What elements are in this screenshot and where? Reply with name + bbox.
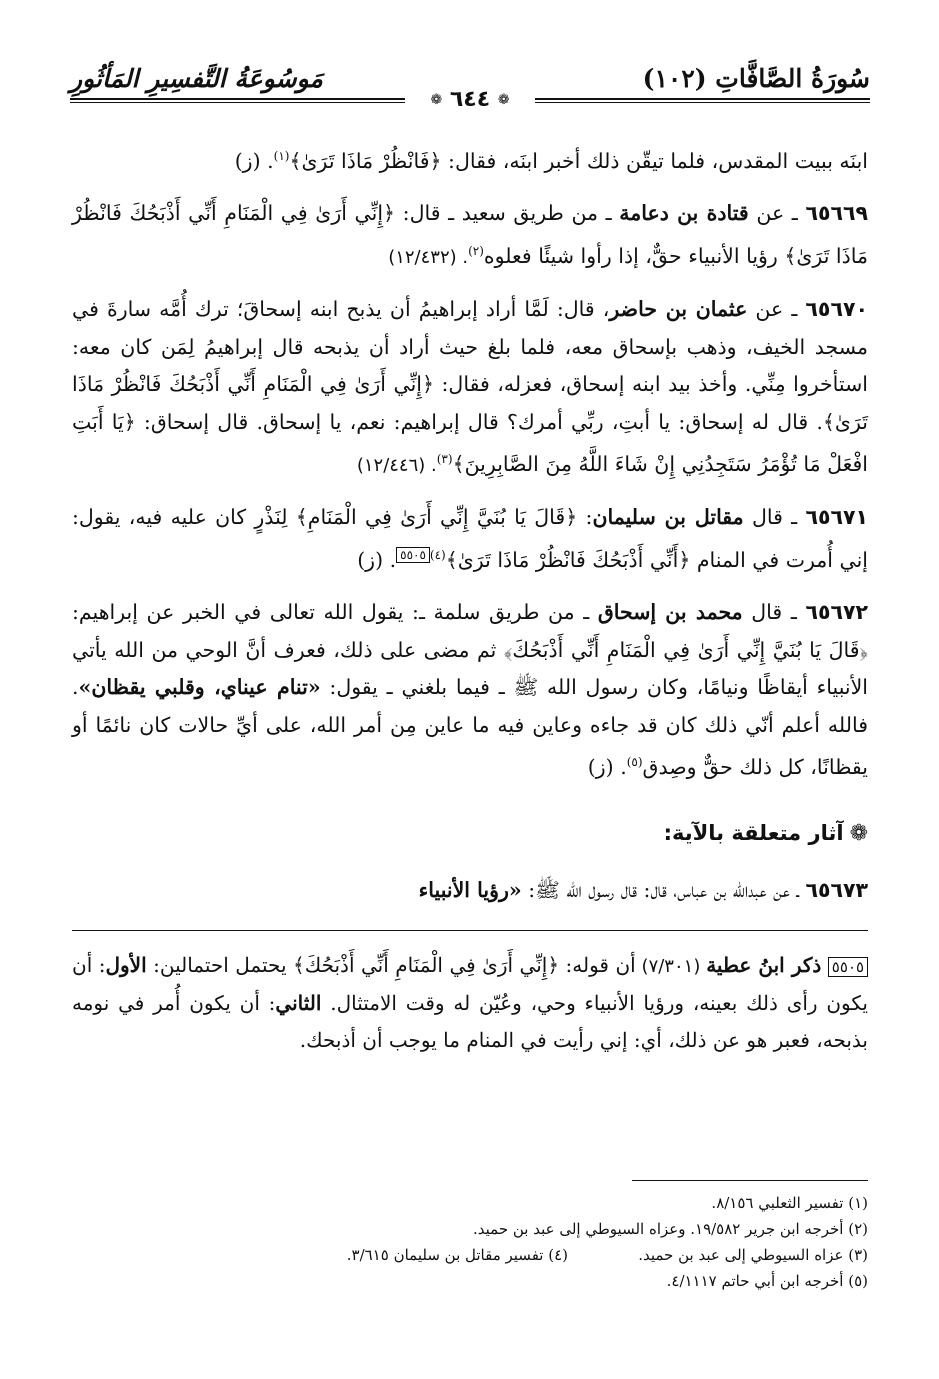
narration-number: ٦٥٦٧٢: [805, 600, 868, 625]
narration-65670: [72, 291, 868, 484]
page-number: ٦٤٤: [449, 87, 491, 112]
text: . (ز): [234, 148, 274, 173]
footnotes: [72, 1190, 868, 1294]
page-number-box: [405, 88, 535, 112]
volume-reference: . (١٢/٤٤٦): [356, 454, 437, 476]
footnote-rule: [632, 1180, 868, 1181]
text: ، قال: لَمَّا أراد إبراهيمُ أن يذبح ابنه إسحاقَ؛ ترك أُمَّه سارةَ في مسجد الخيف، وذهب بإسحاق معه، فلما بلغ حيث أراد أن يذبحه قال إبراهيمُ لِمَن كان معه: استأخروا مِنِّي. وأخذ بيد ابنه إسحاق، فعزله، فقال:: [72, 297, 868, 397]
text: ـ عن: [747, 297, 806, 322]
footnote-5: (٥) أخرجه ابن أبي حاتم ٤/١١١٧.: [666, 1272, 868, 1290]
text: ثم مضى على ذلك، فعرف أنَّ الوحي من الله يأتي الأنبياء أيقاظًا ونيامًا، وكان رسول الله ﷺ ـ فيما بلغني ـ يقول:: [72, 637, 868, 700]
option-label: الثاني: [275, 990, 322, 1015]
text: رؤيا الأنبياء حقٌّ، إذا رأوا شيئًا فعلوه: [483, 243, 785, 268]
text: ـ عن عبدالله بن عباس، قال: قال رسول الله ﷺ:: [521, 878, 806, 903]
section-title: آثار متعلقة بالآية:: [663, 820, 844, 845]
footnote-2: (٢) أخرجه ابن جرير ١٩/٥٨٢. وعزاه السيوطي إلى عبد بن حميد.: [473, 1220, 868, 1238]
commentator-name: ذكر ابنُ عطية: [706, 952, 822, 977]
text: أن قوله:: [559, 952, 636, 977]
narration-65673: [72, 872, 868, 910]
ornament-icon: ❁: [497, 92, 510, 108]
quran-verse: ﴿فَانْظُرْ مَاذَا تَرَىٰ﴾: [289, 148, 442, 173]
footnote-marker: (٣): [436, 452, 453, 467]
quran-verse: ﴿قَالَ يَا بُنَيَّ إِنِّي أَرَىٰ فِي الْمَنَامِ﴾: [295, 505, 578, 530]
text: ـ عن: [748, 201, 806, 226]
text: : أن يكون أُمر في نومه بذبحه، فعبر هو عن ذلك، أي: إني رأيت في المنام ما يوجب أن أذبحك.: [72, 990, 868, 1052]
text: لِنَذْرٍ كان عليه فيه، يقول: إني أُمرت في المنام: [72, 505, 868, 572]
paragraph-continuation: [72, 138, 868, 180]
footnote-marker: (٢): [468, 243, 484, 258]
commentary-5505: [72, 947, 868, 1059]
narrator-name: مقاتل بن سليمان: [592, 505, 744, 530]
text: :: [577, 505, 593, 530]
narration-number: ٦٥٦٧١: [805, 505, 868, 530]
footnote-1: (١) تفسير الثعلبي ٨/١٥٦.: [711, 1194, 868, 1212]
text: : أن يكون رأى ذلك بعينه، ورؤيا الأنبياء وحي، وعُيّن له وقت الامتثال.: [72, 952, 868, 1015]
quran-verse: ﴿إِنِّي أَرَىٰ فِي الْمَنَامِ أَنِّي أَذْبَحُكَ فَانْظُرْ مَاذَا تَرَىٰ﴾: [72, 201, 868, 268]
footnote-4: (٤) تفسير مقاتل بن سليمان ٣/٦١٥.: [346, 1246, 568, 1264]
text: . فالله أعلم أنّي ذلك كان قد جاءه وعاين فيه ما عاين مِن أمر الله، على أيِّ حالات كان نائمًا أو يقظانًا، كل ذلك حقٌّ وصِدق: [72, 675, 868, 780]
section-heading: [72, 815, 868, 853]
text: ابنَه ببيت المقدس، فلما تيقّن ذلك أخبر ابنَه، فقال:: [441, 148, 868, 173]
text: ـ من طريق سعيد ـ قال:: [395, 201, 620, 226]
text: ـ قال: [742, 600, 806, 625]
hadith-quote: «تنام عيناي، وقلبي يقظان»: [78, 675, 321, 700]
narration-number: ٦٥٦٧٣: [805, 878, 868, 903]
narrator-name: عثمان بن حاضر: [609, 297, 748, 322]
text: ـ من طريق سلمة ـ: يقول الله تعالى في الخبر عن إبراهيم:: [72, 600, 598, 625]
footnote-marker: (١): [273, 149, 290, 163]
surah-title: سُورَةُ الصَّافَّاتِ (١٠٢): [642, 64, 870, 93]
narration-65671: [72, 499, 868, 579]
text: . (ز): [587, 755, 627, 780]
option-label: الأول: [105, 952, 147, 977]
commentary-separator: [72, 930, 868, 931]
volume-reference: . (١٢/٤٣٢): [388, 246, 469, 268]
volume-reference: (٧/٣٠١): [635, 955, 707, 977]
text: يحتمل احتمالين:: [146, 952, 293, 977]
quran-verse: ﴿يَا أَبَتِ افْعَلْ مَا تُؤْمَرُ سَتَجِدُنِي إِنْ شَاءَ اللَّهُ مِنَ الصَّابِرِينَ﴾: [72, 409, 868, 476]
main-text: [72, 138, 868, 1074]
footnote-marker: (٥): [626, 755, 643, 770]
narration-number: ٦٥٦٧٠: [805, 297, 868, 322]
ornament-icon: ❁: [430, 92, 443, 108]
quran-verse: ﴿إِنِّي أَرَىٰ فِي الْمَنَامِ أَنِّي أَذْبَحُكَ فَانْظُرْ مَاذَا تَرَىٰ﴾: [72, 372, 868, 434]
commentary-marker-box: ٥٥٠٥: [828, 957, 868, 977]
hadith-quote: «رؤيا الأنبياء: [418, 878, 522, 903]
narrator-name: محمد بن إسحاق: [597, 600, 743, 625]
text: . قال له إسحاق: يا أبتِ، ربِّي أمرك؟ قال إبراهيم: نعم، يا إسحاق. قال إسحاق:: [135, 409, 823, 434]
quran-verse: ﴿قَالَ يَا بُنَيَّ إِنِّي أَرَىٰ فِي الْمَنَامِ أَنِّي أَذْبَحُكَ﴾: [503, 637, 868, 662]
quran-verse: ﴿إِنِّي أَرَىٰ فِي الْمَنَامِ أَنِّي أَذْبَحُكَ﴾: [293, 952, 560, 977]
narration-65669: [72, 195, 868, 276]
text: . (ز): [357, 547, 397, 572]
footnote-marker: (٤): [429, 547, 446, 562]
footnote-3: (٣) عزاه السيوطي إلى عبد بن حميد.: [638, 1246, 868, 1264]
narration-number: ٦٥٦٦٩: [805, 201, 868, 226]
commentary-marker-box: ٥٥٠٥: [396, 547, 430, 563]
narrator-name: قتادة بن دعامة: [619, 201, 749, 226]
book-title: مَوسُوعَةُ التَّفسِيرِ المَأثُورِ: [70, 64, 323, 93]
text: ـ قال: [743, 505, 806, 530]
flower-icon: ❁: [849, 820, 868, 846]
quran-verse: ﴿أَنِّي أَذْبَحُكَ فَانْظُرْ مَاذَا تَرَىٰ﴾: [445, 547, 691, 572]
narration-65672: [72, 594, 868, 786]
